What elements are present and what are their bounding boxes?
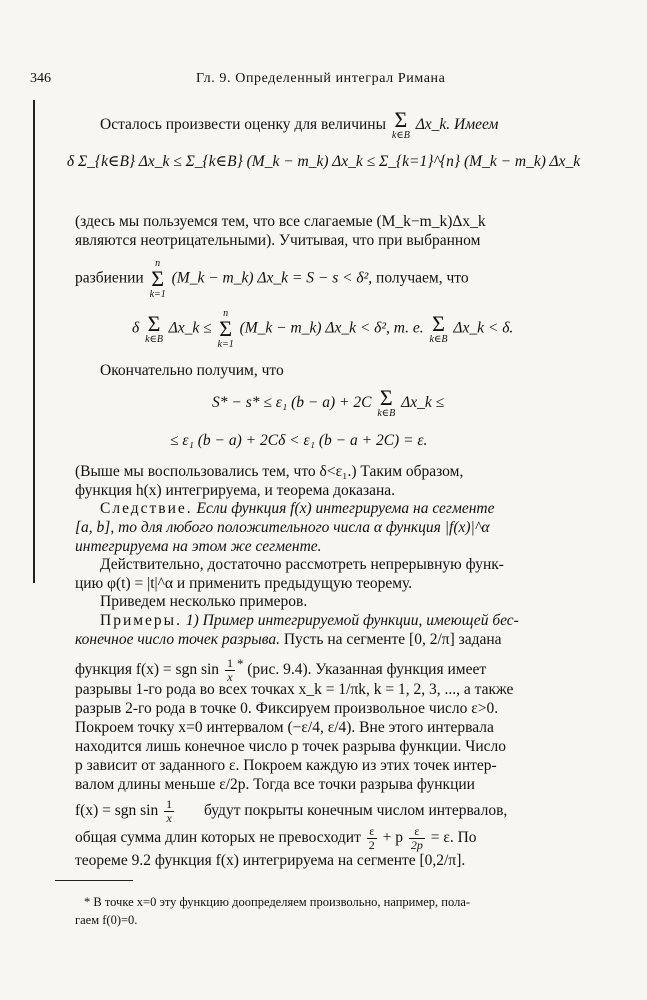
sum-symbol: Σ k∈B [377,385,396,419]
text-line: f(x) = sgn sin $\frac{1}{x}$ будут покрыты конечным числом интервалов, [75,797,508,825]
text-line: разрывы 1-го рода во всех точках x_k = 1/πk, k = 1, 2, 3, ..., а также [75,681,514,698]
example-line: конечное число точек разрыва. Пусть на сегменте [0, 2/π] задана [75,631,502,648]
corollary-label: Следствие. [100,500,193,517]
sum-symbol: Σ k∈B [429,310,448,345]
text-line: цию φ(t) = |t|^α и применить предыдущую теорему. [75,575,413,592]
margin-bar [33,100,35,583]
text-line: p зависит от заданного ε. Покроем каждую из этих точек интер- [75,757,497,774]
text-line: теореме 9.2 функция f(x) интегрируема на сегменте [0,2/π]. [75,852,466,869]
running-title: Гл. 9. Определенный интеграл Римана [196,71,446,86]
text-line: Действительно, достаточно рассмотреть непрерывную функ- [100,556,504,573]
corollary-line: интегрируема на этом же сегменте. [75,538,322,555]
text-line: (здесь мы пользуемся тем, что все слагаемые (M_k−m_k)Δx_k [75,213,486,230]
text-segment: Осталось произвести оценку для величины [100,116,386,134]
text-line: функция f(x) = sgn sin $\frac{1}{x}$ * (рис. 9.4). Указанная функция имеет [75,656,487,685]
text-line: разбиении n Σ k=1 (M_k − m_k) Δx_k = S − s < δ², получаем, что [75,258,469,300]
footnote-line: * В точке x=0 эту функцию доопределяем произвольно, например, пола- [84,895,471,909]
text-line: Окончательно получим, что [100,362,284,379]
footnote-rule [55,880,133,881]
text-line: Приведем несколько примеров. [100,593,308,610]
fraction: $\frac{\varepsilon}{2}$ [368,824,375,852]
text-line: разрыв 2-го рода в точке 0. Фиксируем произвольное число ε>0. [75,700,499,717]
text-line: (Выше мы воспользовались тем, что δ<ε₁.) Таким образом, [75,463,464,480]
text-line: функция h(x) интегрируема, и теорема доказана. [75,482,395,499]
footnote-line: гаем f(0)=0. [75,913,138,927]
equation-2: δ Σ k∈B Δx_k ≤ n Σ k=1 (M_k − m_k) Δx_k < δ², т. е. Σ k∈B Δx_k < δ. [132,308,514,350]
text-segment: Δx_k. Имеем [415,116,499,134]
text-line: являются неотрицательными). Учитывая, что при выбранном [75,232,481,249]
corollary-line: Следствие. Если функция f(x) интегрируема на сегменте [100,500,495,517]
equation-4: ≤ ε₁ (b − a) + 2Cδ < ε₁ (b − a + 2C) = ε. [170,432,428,449]
text-line: общая сумма длин которых не превосходит $\frac{\varepsilon}{2}$ + p $\frac{\varepsilon}{2p}$ = ε. По [75,824,477,852]
text-line: находится лишь конечное число p точек разрыва функции. Число [75,738,506,755]
corollary-line: [a, b], то для любого положительного числа α функция |f(x)|^α [75,519,490,536]
text-line: валом длины меньше ε/2p. Тогда все точки разрыва функции [75,776,475,793]
examples-label: Примеры. [100,612,182,629]
fraction: $\frac{\varepsilon}{2p}$ [410,824,423,852]
page-number: 346 [30,71,51,86]
sum-symbol: n Σ k=1 [149,258,166,300]
fraction: $\frac{1}{x}$ [166,797,173,825]
sum-symbol: n Σ k=1 [217,308,234,350]
text-line [100,107,499,141]
example-line: Примеры. 1) Пример интегрируемой функции, имеющей бес- [100,612,519,629]
sum-symbol: Σ k∈B [145,310,164,345]
equation-1 [0,152,647,171]
fraction: $\frac{1}{x}$ [226,656,233,685]
sum-symbol: Σ k∈B [391,107,410,141]
text-line: Покроем точку x=0 интервалом (−ε/4, ε/4). Вне этого интервала [75,719,494,736]
equation-3: S* − s* ≤ ε₁ (b − a) + 2C Σ k∈B Δx_k ≤ [212,385,445,419]
equation-text: δ Σ_{k∈B} Δx_k ≤ Σ_{k∈B} (M_k − m_k) Δx_k ≤ Σ_{k=1}^{n} (M_k − m_k) Δx_k [66,153,581,170]
